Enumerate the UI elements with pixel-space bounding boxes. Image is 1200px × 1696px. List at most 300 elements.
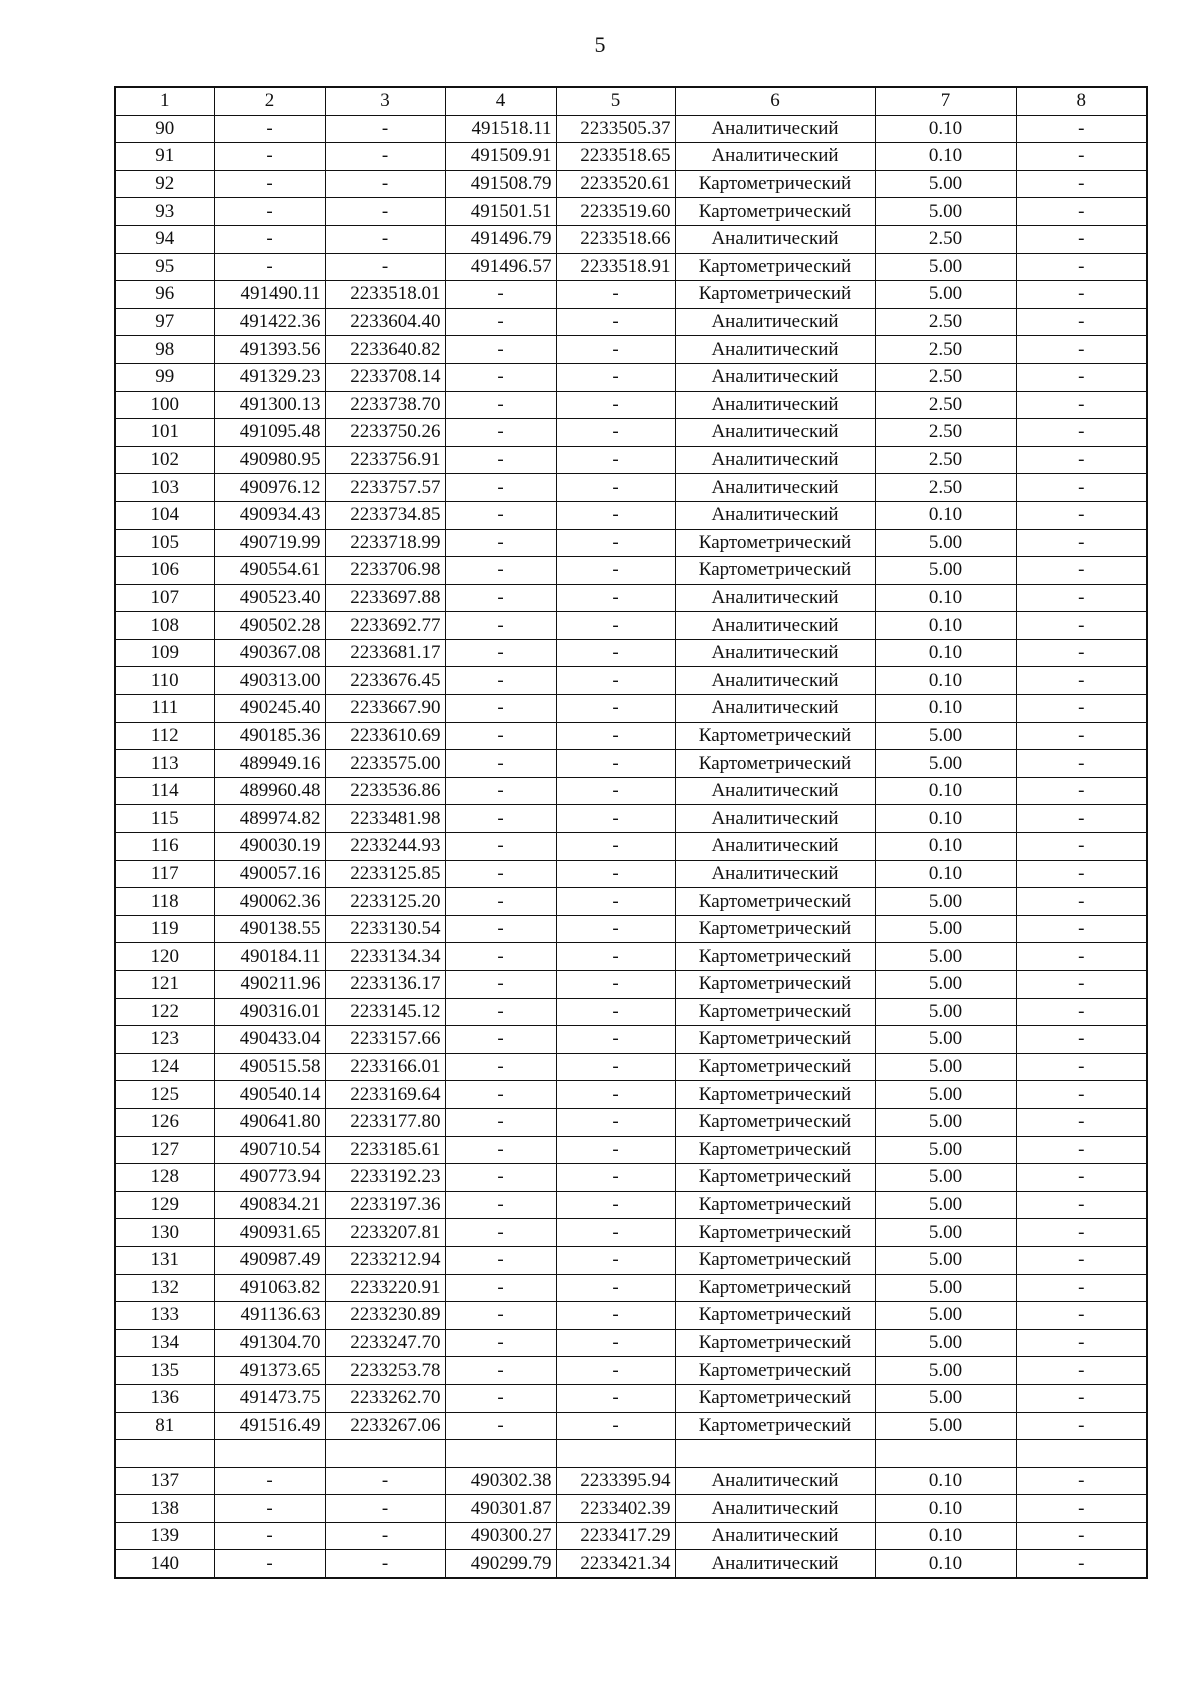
table-row [115, 308, 1147, 336]
table-row [115, 1329, 1147, 1357]
table-cell: Картометрический [675, 722, 875, 750]
table-cell: 2233267.06 [325, 1412, 445, 1440]
table-cell: 490057.16 [214, 860, 325, 888]
table-cell: 126 [115, 1108, 214, 1136]
table-cell: 120 [115, 943, 214, 971]
table-cell: 98 [115, 336, 214, 364]
table-cell: 118 [115, 888, 214, 916]
table-cell: 491063.82 [214, 1274, 325, 1302]
table-cell: Картометрический [675, 281, 875, 309]
table-cell: - [556, 1191, 675, 1219]
table-row [115, 943, 1147, 971]
table-cell: - [445, 1053, 556, 1081]
table-cell: - [325, 1550, 445, 1578]
table-cell: 5.00 [875, 1219, 1016, 1247]
table-cell: - [445, 998, 556, 1026]
table-cell: Аналитический [675, 584, 875, 612]
table-cell: - [1016, 777, 1147, 805]
table-cell: 2233518.65 [556, 143, 675, 171]
table-cell: 132 [115, 1274, 214, 1302]
table-cell: 119 [115, 915, 214, 943]
table-cell: Аналитический [675, 336, 875, 364]
table-row [115, 998, 1147, 1026]
table-cell: - [1016, 1164, 1147, 1192]
table-cell: 490316.01 [214, 998, 325, 1026]
table-cell: 103 [115, 474, 214, 502]
column-header-8: 8 [1016, 87, 1147, 115]
column-header-7: 7 [875, 87, 1016, 115]
table-cell: - [1016, 860, 1147, 888]
table-cell: 490719.99 [214, 529, 325, 557]
table-cell: 2233706.98 [325, 557, 445, 585]
table-row [115, 695, 1147, 723]
table-cell: - [556, 419, 675, 447]
table-cell [214, 1440, 325, 1468]
table-cell: 2233192.23 [325, 1164, 445, 1192]
table-cell: 97 [115, 308, 214, 336]
table-cell: 0.10 [875, 695, 1016, 723]
table-cell: - [1016, 888, 1147, 916]
table-cell: - [445, 529, 556, 557]
table-cell: 490030.19 [214, 833, 325, 861]
table-cell: 114 [115, 777, 214, 805]
table-cell: 2233207.81 [325, 1219, 445, 1247]
table-cell: 2.50 [875, 336, 1016, 364]
table-cell: - [556, 612, 675, 640]
table-cell: - [1016, 1495, 1147, 1523]
table-cell: 2.50 [875, 419, 1016, 447]
table-cell: - [556, 557, 675, 585]
table-cell: - [445, 612, 556, 640]
table-header-row [115, 87, 1147, 115]
table-cell: - [1016, 1081, 1147, 1109]
table-cell: Картометрический [675, 1274, 875, 1302]
table-row [115, 971, 1147, 999]
table-cell: 2233738.70 [325, 391, 445, 419]
table-cell: Аналитический [675, 501, 875, 529]
table-cell: 2233681.17 [325, 639, 445, 667]
table-row [115, 1357, 1147, 1385]
table-cell: - [1016, 474, 1147, 502]
table-cell: 121 [115, 971, 214, 999]
table-cell: 490976.12 [214, 474, 325, 502]
table-cell: 0.10 [875, 1550, 1016, 1578]
table-cell: - [556, 971, 675, 999]
table-cell: - [1016, 1412, 1147, 1440]
table-row [115, 143, 1147, 171]
table-cell: 125 [115, 1081, 214, 1109]
table-cell: - [1016, 1246, 1147, 1274]
table-cell: 96 [115, 281, 214, 309]
table-cell: 491518.11 [445, 115, 556, 143]
table-cell: 490433.04 [214, 1026, 325, 1054]
table-cell: 0.10 [875, 584, 1016, 612]
table-cell: Аналитический [675, 1522, 875, 1550]
table-row [115, 639, 1147, 667]
table-cell: 136 [115, 1384, 214, 1412]
table-row [115, 170, 1147, 198]
table-cell: - [556, 1384, 675, 1412]
table-cell: - [556, 1274, 675, 1302]
table-row [115, 1412, 1147, 1440]
table-cell: 137 [115, 1467, 214, 1495]
table-cell: 491496.57 [445, 253, 556, 281]
table-cell: Аналитический [675, 308, 875, 336]
table-cell: 2233757.57 [325, 474, 445, 502]
table-cell: 491300.13 [214, 391, 325, 419]
table-cell: 2.50 [875, 391, 1016, 419]
table-cell: - [1016, 1467, 1147, 1495]
table-cell: 2233421.34 [556, 1550, 675, 1578]
table-row [115, 474, 1147, 502]
table-cell: - [445, 1357, 556, 1385]
table-cell: Аналитический [675, 777, 875, 805]
table-cell: 490062.36 [214, 888, 325, 916]
table-cell: 123 [115, 1026, 214, 1054]
table-cell: - [214, 170, 325, 198]
table-cell: 491422.36 [214, 308, 325, 336]
table-cell: - [556, 1357, 675, 1385]
table-cell: - [1016, 1302, 1147, 1330]
table-row [115, 501, 1147, 529]
table-row [115, 833, 1147, 861]
table-cell: - [445, 557, 556, 585]
table-cell: 93 [115, 198, 214, 226]
table-cell: - [214, 1467, 325, 1495]
table-cell: - [556, 667, 675, 695]
table-cell: Аналитический [675, 363, 875, 391]
table-cell: 2233134.34 [325, 943, 445, 971]
table-cell: - [445, 750, 556, 778]
table-cell: - [1016, 115, 1147, 143]
table-cell: - [214, 1495, 325, 1523]
table-cell: - [556, 1053, 675, 1081]
table-cell: Аналитический [675, 419, 875, 447]
table-cell [1016, 1440, 1147, 1468]
table-cell: Картометрический [675, 998, 875, 1026]
table-cell: 2233481.98 [325, 805, 445, 833]
table-cell: 2233676.45 [325, 667, 445, 695]
table-cell: 2233667.90 [325, 695, 445, 723]
table-row [115, 1026, 1147, 1054]
table-cell: - [556, 750, 675, 778]
table-cell: 490980.95 [214, 446, 325, 474]
table-cell: 2233125.85 [325, 860, 445, 888]
table-row [115, 557, 1147, 585]
table-cell: Картометрический [675, 1412, 875, 1440]
table-cell: - [1016, 501, 1147, 529]
table-cell: 5.00 [875, 750, 1016, 778]
table-cell: Аналитический [675, 1550, 875, 1578]
table-cell: - [445, 1219, 556, 1247]
table-cell: - [1016, 833, 1147, 861]
table-cell: 5.00 [875, 1026, 1016, 1054]
table-cell: - [325, 253, 445, 281]
table-cell: - [1016, 584, 1147, 612]
table-cell: - [325, 1467, 445, 1495]
table-cell: 122 [115, 998, 214, 1026]
table-cell: - [325, 1522, 445, 1550]
table-row [115, 750, 1147, 778]
table-cell: 489960.48 [214, 777, 325, 805]
table-cell: - [1016, 612, 1147, 640]
table-cell: - [1016, 1550, 1147, 1578]
table-cell: 131 [115, 1246, 214, 1274]
table-cell [675, 1440, 875, 1468]
table-row [115, 198, 1147, 226]
table-cell: 2233185.61 [325, 1136, 445, 1164]
table-cell: 2233395.94 [556, 1467, 675, 1495]
table-cell: 491373.65 [214, 1357, 325, 1385]
table-cell: Аналитический [675, 667, 875, 695]
table-cell: 138 [115, 1495, 214, 1523]
table-cell: 5.00 [875, 1384, 1016, 1412]
table-row [115, 1384, 1147, 1412]
table-cell: 0.10 [875, 639, 1016, 667]
table-cell: 5.00 [875, 1164, 1016, 1192]
table-cell: 2233536.86 [325, 777, 445, 805]
table-cell: 2233520.61 [556, 170, 675, 198]
table-cell: 491490.11 [214, 281, 325, 309]
table-row [115, 584, 1147, 612]
table-cell: - [325, 198, 445, 226]
table-cell: 2233247.70 [325, 1329, 445, 1357]
table-cell: - [1016, 419, 1147, 447]
table-cell: 490301.87 [445, 1495, 556, 1523]
table-cell: - [556, 1412, 675, 1440]
table-cell: 95 [115, 253, 214, 281]
table-cell: - [1016, 750, 1147, 778]
table-cell: 490987.49 [214, 1246, 325, 1274]
table-cell: - [1016, 225, 1147, 253]
table-cell: - [1016, 915, 1147, 943]
table-cell: - [1016, 1053, 1147, 1081]
table-cell: Аналитический [675, 860, 875, 888]
table-cell: 127 [115, 1136, 214, 1164]
table-cell: Аналитический [675, 639, 875, 667]
table-cell: 490641.80 [214, 1108, 325, 1136]
table-cell: 112 [115, 722, 214, 750]
table-cell: 99 [115, 363, 214, 391]
page-number: 5 [594, 32, 606, 57]
table-cell: 5.00 [875, 1412, 1016, 1440]
table-cell: - [556, 722, 675, 750]
table-cell: 113 [115, 750, 214, 778]
table-cell: 0.10 [875, 833, 1016, 861]
table-cell: 0.10 [875, 805, 1016, 833]
table-cell: 2233177.80 [325, 1108, 445, 1136]
table-cell: - [445, 446, 556, 474]
table-cell: 490523.40 [214, 584, 325, 612]
table-row [115, 1136, 1147, 1164]
table-cell: - [1016, 1357, 1147, 1385]
table-cell: 2.50 [875, 446, 1016, 474]
table-cell: Картометрический [675, 1302, 875, 1330]
table-cell: - [445, 777, 556, 805]
table-cell: - [556, 391, 675, 419]
table-cell: - [445, 722, 556, 750]
table-cell: 0.10 [875, 860, 1016, 888]
table-cell: - [1016, 281, 1147, 309]
table-cell: - [214, 115, 325, 143]
table-row [115, 419, 1147, 447]
table-cell: Аналитический [675, 612, 875, 640]
table-cell: - [445, 1329, 556, 1357]
table-cell: - [325, 1495, 445, 1523]
table-cell: - [1016, 170, 1147, 198]
table-cell: 2233610.69 [325, 722, 445, 750]
table-cell: - [1016, 253, 1147, 281]
table-cell: - [445, 1274, 556, 1302]
table-cell: - [445, 1026, 556, 1054]
table-cell: 2233708.14 [325, 363, 445, 391]
table-cell: 490138.55 [214, 915, 325, 943]
table-cell: 491329.23 [214, 363, 325, 391]
table-cell: 489974.82 [214, 805, 325, 833]
table-cell: - [556, 1246, 675, 1274]
table-cell: 5.00 [875, 1191, 1016, 1219]
table-row [115, 667, 1147, 695]
table-cell: Аналитический [675, 474, 875, 502]
table-cell: 0.10 [875, 1467, 1016, 1495]
table-cell: 107 [115, 584, 214, 612]
table-cell: 2233692.77 [325, 612, 445, 640]
coordinates-table [114, 86, 1148, 1579]
table-cell: 117 [115, 860, 214, 888]
table-row [115, 446, 1147, 474]
table-cell: 490302.38 [445, 1467, 556, 1495]
table-cell: 135 [115, 1357, 214, 1385]
table-cell: - [1016, 336, 1147, 364]
table-cell: - [556, 639, 675, 667]
table-cell: 490934.43 [214, 501, 325, 529]
table-cell: - [556, 308, 675, 336]
table-cell: 90 [115, 115, 214, 143]
table-cell: - [325, 225, 445, 253]
table-cell: 0.10 [875, 667, 1016, 695]
table-cell: - [556, 336, 675, 364]
column-header-2: 2 [214, 87, 325, 115]
column-header-6: 6 [675, 87, 875, 115]
table-row [115, 225, 1147, 253]
table-row [115, 391, 1147, 419]
table-cell: - [556, 281, 675, 309]
table-cell: - [1016, 943, 1147, 971]
table-cell: Картометрический [675, 1026, 875, 1054]
table-cell: 0.10 [875, 501, 1016, 529]
table-cell: 94 [115, 225, 214, 253]
table-cell: - [556, 446, 675, 474]
table-cell: 140 [115, 1550, 214, 1578]
table-cell: 490313.00 [214, 667, 325, 695]
table-cell: 490554.61 [214, 557, 325, 585]
table-row [115, 253, 1147, 281]
table-cell: 490245.40 [214, 695, 325, 723]
table-cell: 129 [115, 1191, 214, 1219]
table-cell: 5.00 [875, 971, 1016, 999]
table-cell: - [445, 639, 556, 667]
table-cell: - [556, 805, 675, 833]
table-cell: 489949.16 [214, 750, 325, 778]
table-cell: Картометрический [675, 750, 875, 778]
table-cell: Картометрический [675, 1246, 875, 1274]
table-cell: - [214, 253, 325, 281]
table-cell: 2233197.36 [325, 1191, 445, 1219]
table-cell: Картометрический [675, 1108, 875, 1136]
table-cell: 490299.79 [445, 1550, 556, 1578]
table-cell: 2233505.37 [556, 115, 675, 143]
table-cell: 5.00 [875, 1108, 1016, 1136]
table-cell: - [445, 1412, 556, 1440]
table-cell: 2233212.94 [325, 1246, 445, 1274]
table-cell: 2233575.00 [325, 750, 445, 778]
table-cell: 2233518.91 [556, 253, 675, 281]
table-cell: 490931.65 [214, 1219, 325, 1247]
table-cell: 491095.48 [214, 419, 325, 447]
table-cell: Картометрический [675, 1219, 875, 1247]
table-cell: - [214, 225, 325, 253]
table-cell: 133 [115, 1302, 214, 1330]
table-cell: 490300.27 [445, 1522, 556, 1550]
table-cell: Картометрический [675, 170, 875, 198]
table-cell: - [556, 943, 675, 971]
table-cell: 2233125.20 [325, 888, 445, 916]
table-cell: 0.10 [875, 1522, 1016, 1550]
table-cell: 5.00 [875, 198, 1016, 226]
table-cell: 5.00 [875, 998, 1016, 1026]
table-cell: - [1016, 722, 1147, 750]
table-cell: 2233157.66 [325, 1026, 445, 1054]
table-cell: Аналитический [675, 115, 875, 143]
table-cell: - [556, 915, 675, 943]
table-row [115, 363, 1147, 391]
table-cell: 5.00 [875, 1274, 1016, 1302]
column-header-4: 4 [445, 87, 556, 115]
table-cell: 2233169.64 [325, 1081, 445, 1109]
table-row [115, 860, 1147, 888]
table-row [115, 115, 1147, 143]
table-cell: Аналитический [675, 143, 875, 171]
table-cell: - [1016, 667, 1147, 695]
table-cell: - [1016, 998, 1147, 1026]
table-row [115, 777, 1147, 805]
table-cell: - [445, 1302, 556, 1330]
table-cell: - [445, 888, 556, 916]
table-cell: - [1016, 198, 1147, 226]
column-header-1: 1 [115, 87, 214, 115]
table-cell: 106 [115, 557, 214, 585]
table-cell: 2233402.39 [556, 1495, 675, 1523]
table-cell: 490367.08 [214, 639, 325, 667]
table-cell: - [556, 888, 675, 916]
table-cell: - [445, 474, 556, 502]
table-cell: 2233697.88 [325, 584, 445, 612]
table-cell: 130 [115, 1219, 214, 1247]
table-cell: 2.50 [875, 474, 1016, 502]
table-cell: 110 [115, 667, 214, 695]
table-cell: Картометрический [675, 1164, 875, 1192]
table-cell: - [445, 1191, 556, 1219]
table-row [115, 805, 1147, 833]
table-cell: - [556, 1302, 675, 1330]
table-row [115, 1467, 1147, 1495]
table-cell: 2233220.91 [325, 1274, 445, 1302]
table-cell: 491516.49 [214, 1412, 325, 1440]
table-cell: - [445, 833, 556, 861]
table-cell: 491136.63 [214, 1302, 325, 1330]
table-cell: 2233604.40 [325, 308, 445, 336]
table-cell: 5.00 [875, 722, 1016, 750]
